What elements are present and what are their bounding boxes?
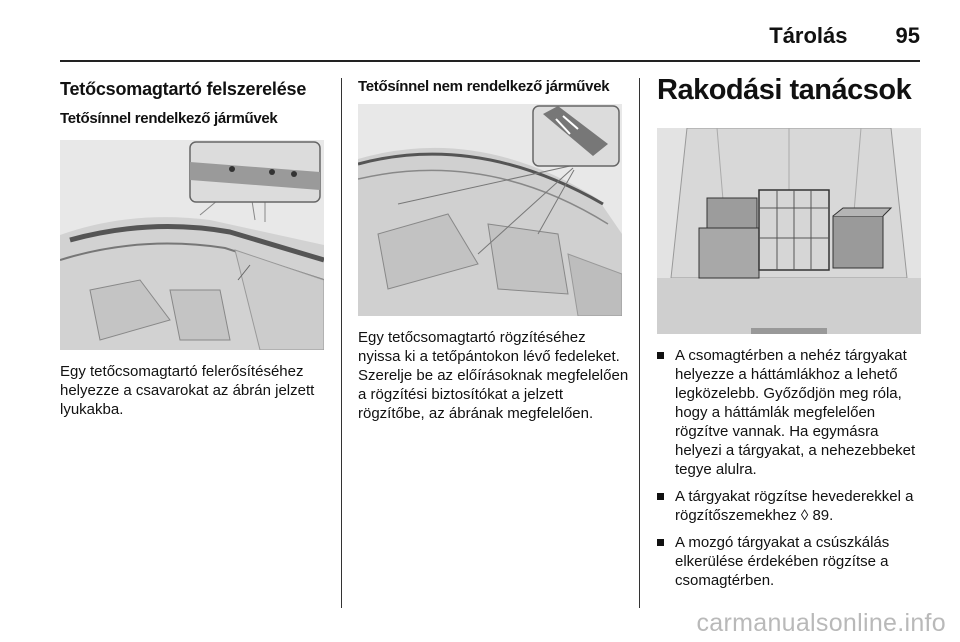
section-title: Tárolás (769, 23, 848, 48)
square-bullet-icon (657, 493, 664, 500)
column-loading-tips (657, 72, 921, 612)
loading-tips-list (657, 346, 927, 598)
page-number: 95 (895, 23, 920, 48)
list-item (657, 533, 927, 590)
square-bullet-icon (657, 352, 664, 359)
list-item (657, 487, 927, 525)
section-heading: Tetőcsomagtartó felszerelése (60, 79, 307, 99)
watermark: carmanualsonline.info (696, 609, 946, 637)
subsection-heading: Tetősínnel rendelkező járművek (60, 110, 278, 127)
section-heading: Rakodási tanácsok (657, 74, 912, 106)
roof-rail-illustration (60, 140, 324, 350)
roof-fixing-illustration (358, 104, 622, 316)
subsection-heading: Tetősínnel nem rendelkező járművek (358, 78, 610, 95)
list-item-text: A tárgyakat rögzítse hevederekkel a rögzítőszemekhez ◊ 89. (675, 488, 914, 524)
instruction-text: Egy tetőcsomagtartó felerősítéséhez helyezze a csavarokat az ábrán jelzett lyukakba. (60, 363, 315, 418)
column-roof-rails (60, 72, 324, 612)
cargo-area-illustration (657, 128, 921, 334)
square-bullet-icon (657, 539, 664, 546)
page-header (60, 12, 920, 62)
list-item (657, 346, 927, 479)
column-divider (639, 78, 640, 608)
column-no-roof-rails (358, 72, 629, 612)
list-item-text: A csomagtérben a nehéz tárgyakat helyezze a háttámlákhoz a lehető legközelebb. Győződjön meg róla, hogy a háttámlák megfelelően rögzítve vannak. Ha egymásra helyezi a tárgyakat, a nehezebbeket tegye alulra. (675, 347, 916, 478)
instruction-text: Egy tetőcsomagtartó rögzítéséhez nyissa ki a tetőpántokon lévő fedeleket. Szerelje be az előírásoknak megfelelően a rögzítési biztosítókat a jelzett rögzítőbe, az ábrának megfelelően. (358, 329, 629, 422)
column-divider (341, 78, 342, 608)
list-item-text: A mozgó tárgyakat a csúszkálás elkerülése érdekében rögzítse a csomagtérben. (675, 534, 890, 589)
